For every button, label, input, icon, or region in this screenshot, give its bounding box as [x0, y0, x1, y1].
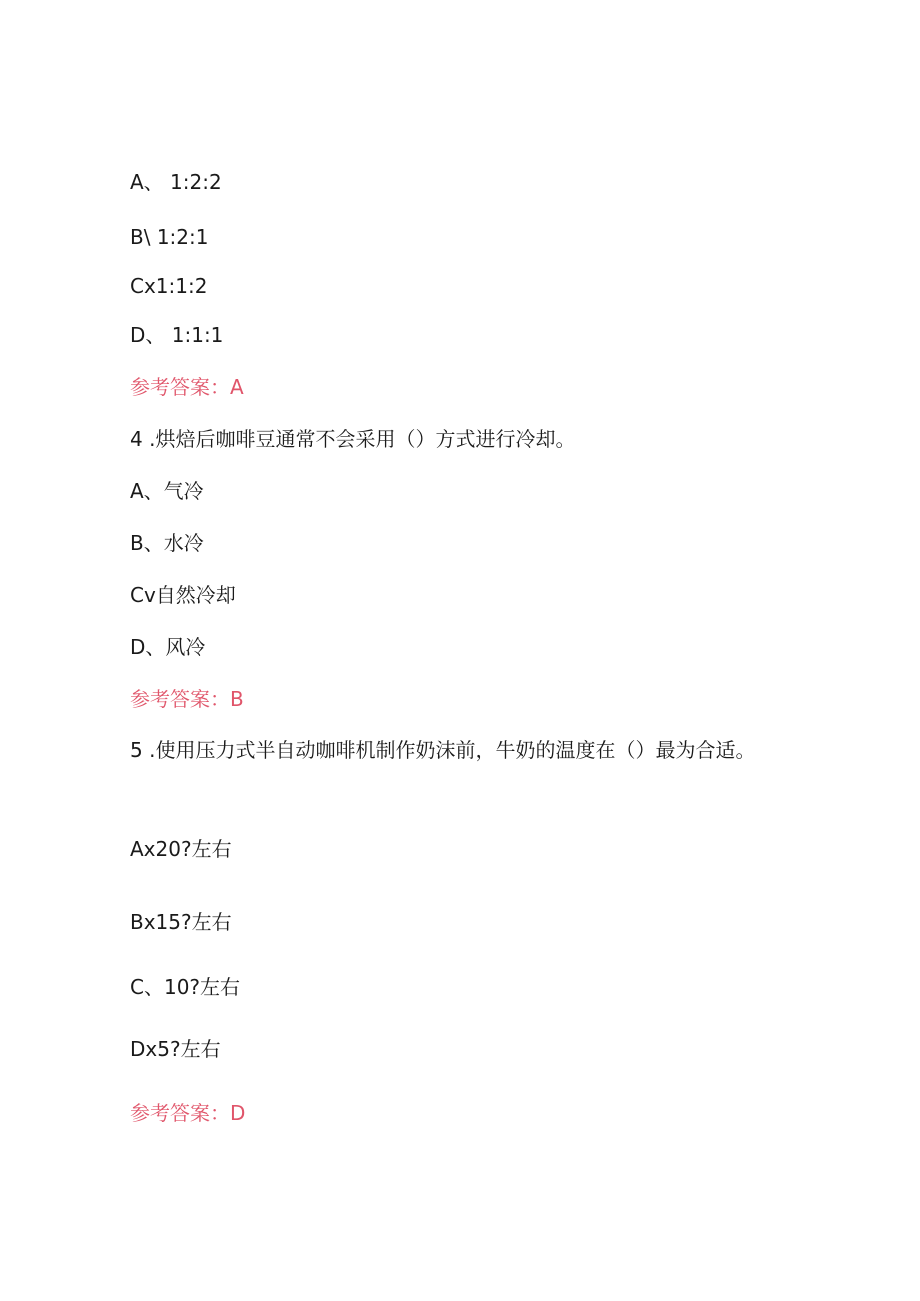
q4-answer: 参考答案：B: [130, 687, 244, 711]
q3-option-b: B\ 1:2:1: [130, 225, 209, 249]
q4-option-c: Cv自然冷却: [130, 583, 236, 607]
q3-option-c: Cx1:1:2: [130, 274, 208, 298]
q3-option-d: D、 1:1:1: [130, 323, 224, 347]
q5-option-b: Bx15?左右: [130, 910, 232, 934]
q4-option-d: D、风冷: [130, 635, 206, 659]
q4-option-a: A、气冷: [130, 479, 204, 503]
q5-option-d: Dx5?左右: [130, 1037, 221, 1061]
q5-question: 5 .使用压力式半自动咖啡机制作奶沫前，牛奶的温度在（）最为合适。: [130, 738, 756, 762]
q5-answer: 参考答案：D: [130, 1101, 246, 1125]
q4-option-b: B、水冷: [130, 531, 204, 555]
q5-option-c: C、10?左右: [130, 975, 241, 999]
q4-question: 4 .烘焙后咖啡豆通常不会采用（）方式进行冷却。: [130, 427, 576, 451]
q5-option-a: Ax20?左右: [130, 837, 232, 861]
q3-option-a: A、 1:2:2: [130, 170, 222, 194]
q3-answer: 参考答案：A: [130, 375, 244, 399]
